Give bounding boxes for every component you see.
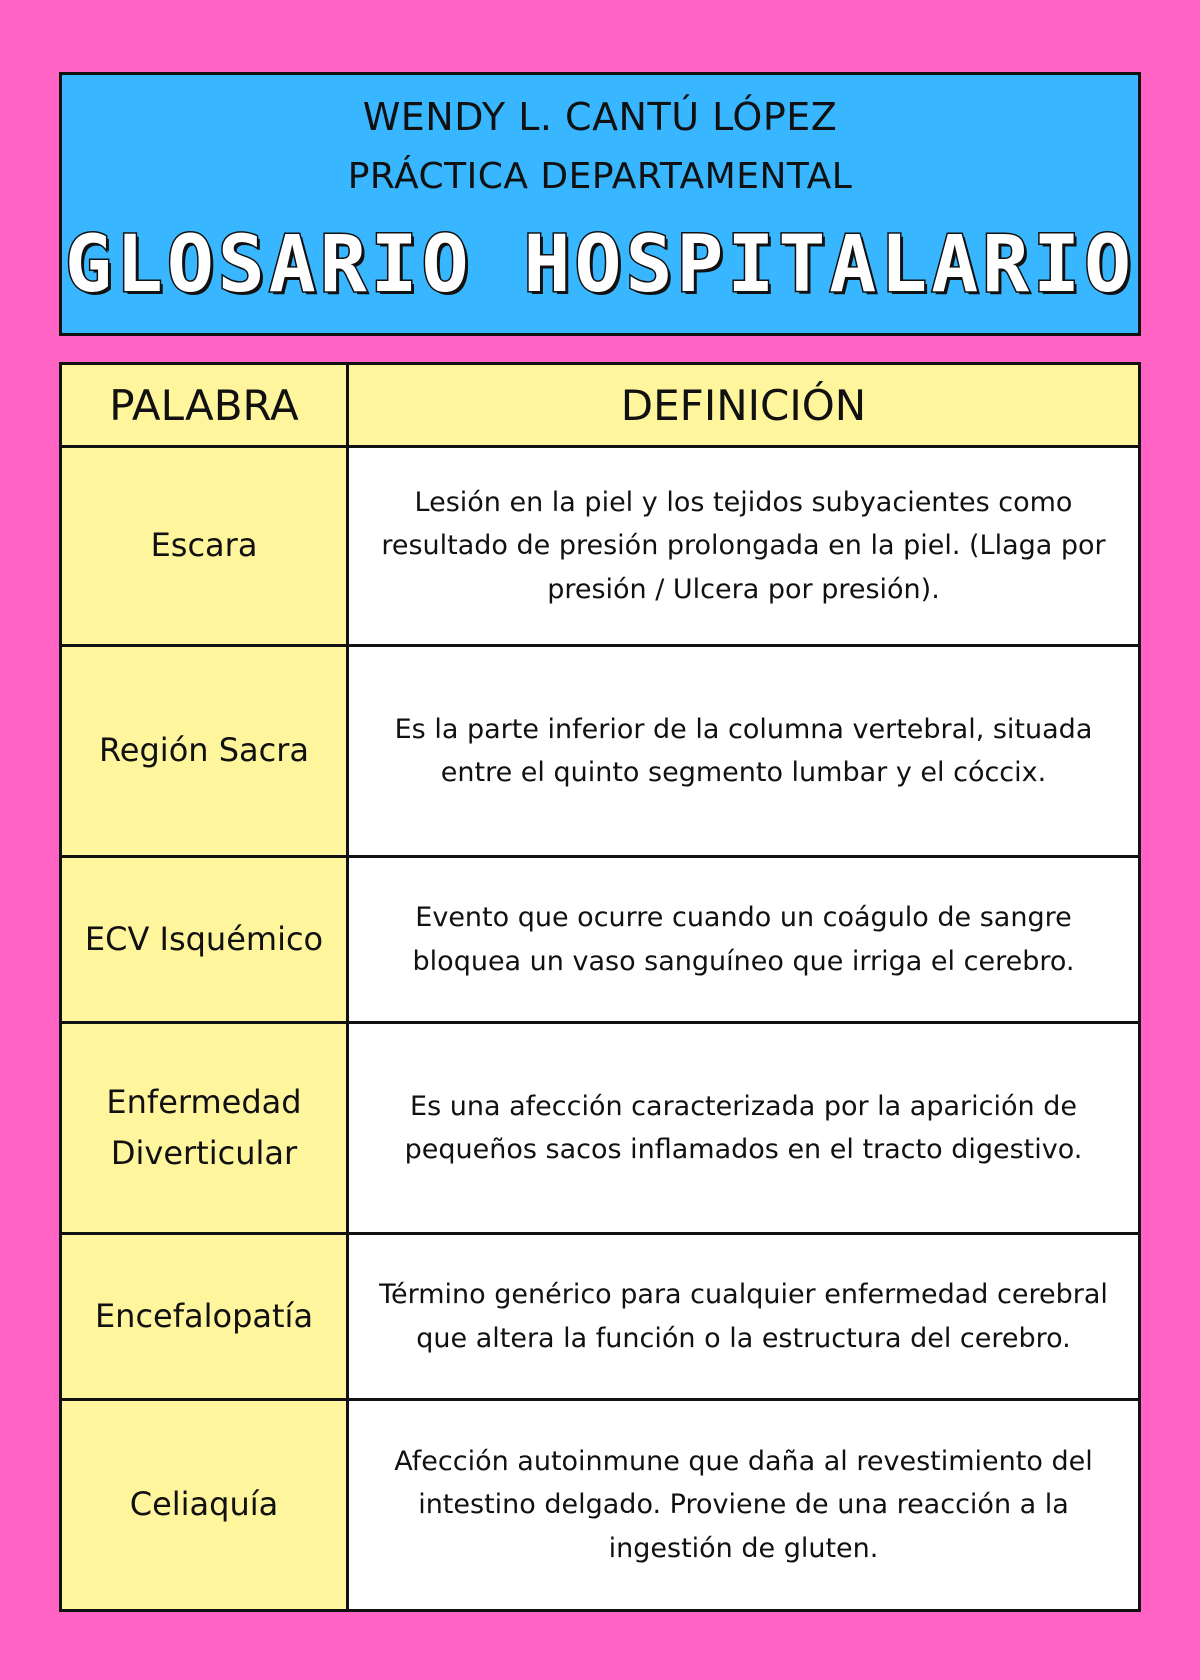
table-row bbox=[61, 1400, 1140, 1611]
column-header-definition: DEFINICIÓN bbox=[348, 364, 1140, 447]
table-row bbox=[61, 447, 1140, 646]
term-cell: ECV Isquémico bbox=[61, 857, 348, 1023]
table-row bbox=[61, 646, 1140, 857]
table-row bbox=[61, 1023, 1140, 1234]
table-row bbox=[61, 857, 1140, 1023]
definition-cell: Afección autoinmune que daña al revestimiento del intestino delgado. Proviene de una reacción a la ingestión de gluten. bbox=[348, 1400, 1140, 1611]
glossary-table bbox=[59, 362, 1141, 1612]
definition-cell: Es la parte inferior de la columna vertebral, situada entre el quinto segmento lumbar y el cóccix. bbox=[348, 646, 1140, 857]
term-cell: Escara bbox=[61, 447, 348, 646]
page-title: GLOSARIO HOSPITALARIO bbox=[64, 220, 1136, 310]
term-cell: Encefalopatía bbox=[61, 1234, 348, 1400]
term-cell: Celiaquía bbox=[61, 1400, 348, 1611]
author-name: WENDY L. CANTÚ LÓPEZ bbox=[362, 95, 838, 139]
definition-cell: Lesión en la piel y los tejidos subyacientes como resultado de presión prolongada en la piel. (Llaga por presión / Ulcera por presión). bbox=[348, 447, 1140, 646]
definition-cell: Es una afección caracterizada por la aparición de pequeños sacos inflamados en el tracto digestivo. bbox=[348, 1023, 1140, 1234]
term-cell: Enfermedad Diverticular bbox=[61, 1023, 348, 1234]
definition-cell: Término genérico para cualquier enfermedad cerebral que altera la función o la estructura del cerebro. bbox=[348, 1234, 1140, 1400]
term-cell: Región Sacra bbox=[61, 646, 348, 857]
table-row bbox=[61, 1234, 1140, 1400]
column-header-word: PALABRA bbox=[61, 364, 348, 447]
definition-cell: Evento que ocurre cuando un coágulo de sangre bloquea un vaso sanguíneo que irriga el cerebro. bbox=[348, 857, 1140, 1023]
table-header-row bbox=[61, 364, 1140, 447]
header-banner bbox=[59, 72, 1141, 336]
document-subtitle: PRÁCTICA DEPARTAMENTAL bbox=[347, 156, 853, 197]
